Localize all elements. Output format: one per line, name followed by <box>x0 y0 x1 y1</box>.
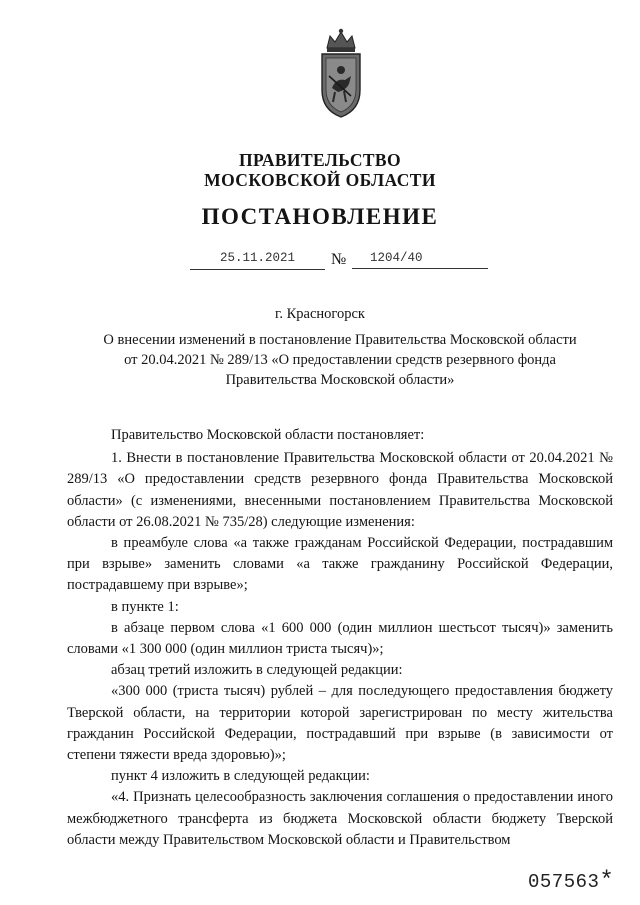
stamp-star: * <box>599 868 615 895</box>
body-paragraph: абзац третий изложить в следующей редакции: <box>111 662 403 679</box>
body-paragraph: Правительство Московской области постановляет: <box>111 427 425 443</box>
subject-line: О внесении изменений в постановление Правительства Московской области <box>103 332 577 348</box>
document-body <box>67 425 613 851</box>
moscow-oblast-coat-of-arms-icon <box>318 26 364 120</box>
subject-line: Правительства Московской области» <box>225 372 455 388</box>
org-name-line1: ПРАВИТЕЛЬСТВО <box>238 150 402 170</box>
body-paragraph: «4. Признать целесообразность заключения соглашения о предоставлении иного межбюджетного трансферта из бюджета Московской области бюджету Тверской области между Правительством Московской области и Правительством <box>67 789 613 848</box>
subject-line: от 20.04.2021 № 289/13 «О предоставлении средств резервного фонда <box>124 352 556 368</box>
document-type: ПОСТАНОВЛЕНИЕ <box>201 204 439 229</box>
body-paragraph: пункт 4 изложить в следующей редакции: <box>111 768 370 785</box>
date-number-line <box>0 251 640 271</box>
document-subject <box>90 330 590 390</box>
body-paragraph: в абзаце первом слова «1 600 000 (один миллион шестьсот тысяч)» заменить словами «1 300 000 (один миллион триста тысяч)»; <box>67 619 613 658</box>
document-number: 1204/40 <box>352 251 488 269</box>
body-paragraph: в преамбуле слова «а также гражданам Российской Федерации, пострадавшим при взрыве» заменить словами «а также гражданину Российской Федерации, пострадавшему при взрыве»; <box>67 535 613 594</box>
body-paragraph: 1. Внести в постановление Правительства Московской области от 20.04.2021 № 289/13 «О предоставлении средств резервного фонда Правительства Московской области» (с изменениями, внесенными постановлением Правительства Московской области от 26.08.2021 № 735/28) следующие изменения: <box>67 450 613 530</box>
number-sign: № <box>331 251 347 268</box>
org-name-line2: МОСКОВСКОЙ ОБЛАСТИ <box>204 170 436 190</box>
document-date: 25.11.2021 <box>190 251 325 270</box>
page-stamp <box>528 868 614 895</box>
stamp-number: 057563 <box>528 871 600 893</box>
body-paragraph: в пункте 1: <box>111 598 179 615</box>
city-line: г. Красногорск <box>275 306 365 322</box>
body-paragraph: «300 000 (триста тысяч) рублей – для последующего предоставления бюджету Тверской области, на территории которой зарегистрирован по месту жительства гражданин Российской Федерации, пострадавший при взрыве (в зависимости от степени тяжести вреда здоровью)»; <box>67 683 613 764</box>
